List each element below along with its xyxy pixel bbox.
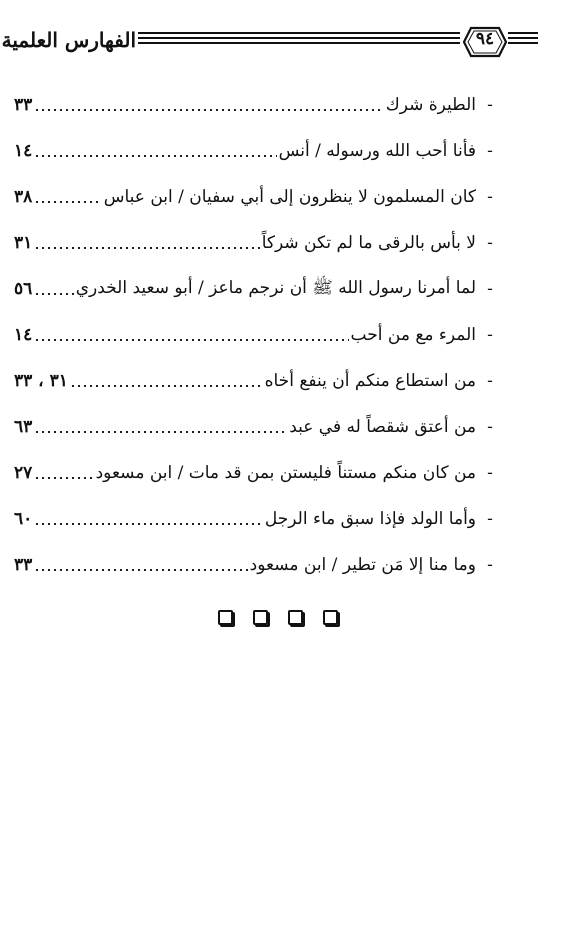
list-item: - وأما الولد فإذا سبق ماء الرجل ٦٠ xyxy=(14,509,493,529)
dot-leader xyxy=(34,477,93,479)
entry-text: من استطاع منكم أن ينفع أخاه xyxy=(264,371,476,391)
dot-leader xyxy=(34,293,73,295)
entry-text: من أعتق شقصاً له في عبد xyxy=(289,417,476,437)
entry-page: ٣٣ xyxy=(14,95,33,115)
dot-leader xyxy=(34,569,247,571)
entry-text: وما منا إلا مَن تطير / ابن مسعود xyxy=(249,555,476,575)
square-ornament-icon xyxy=(288,610,303,625)
entry-text: فأنا أحب الله ورسوله / أنس xyxy=(278,141,476,161)
entry-text: وأما الولد فإذا سبق ماء الرجل xyxy=(264,509,476,529)
dot-leader xyxy=(34,247,259,249)
entry-page: ٥٦ xyxy=(14,279,33,299)
entry-page: ٦٣ xyxy=(14,417,33,437)
dot-leader xyxy=(70,385,263,387)
entry-text: لا بأس بالرقى ما لم تكن شركاً xyxy=(261,233,476,253)
list-item: - الطيرة شرك ٣٣ xyxy=(14,95,493,115)
list-item: - كان المسلمون لا ينظرون إلى أبي سفيان / ابن عباس ٣٨ xyxy=(14,187,493,207)
entry-text: من كان منكم مستناً فليستن بمن قد مات / ابن مسعود xyxy=(95,463,476,483)
entry-text: كان المسلمون لا ينظرون إلى أبي سفيان / ابن عباس xyxy=(103,187,476,207)
dot-leader xyxy=(34,339,348,341)
square-ornament-icon xyxy=(218,610,233,625)
dot-leader xyxy=(34,201,101,203)
running-header xyxy=(1,24,538,60)
dot-leader xyxy=(34,431,287,433)
page-number: ٩٤ xyxy=(475,29,495,49)
index-list xyxy=(14,82,498,588)
entry-text: لما أمرنا رسول الله ﷺ أن نرجم ماعز / أبو سعيد الخدري xyxy=(75,277,476,298)
list-item: - المرء مع من أحب ١٤ xyxy=(14,325,493,345)
entry-page: ٣١ xyxy=(14,233,33,253)
dot-leader xyxy=(34,523,263,525)
entry-page: ٣٣ xyxy=(14,555,33,575)
square-ornament-icon xyxy=(323,610,338,625)
list-item: - من كان منكم مستناً فليستن بمن قد مات / ابن مسعود ٢٧ xyxy=(14,463,493,483)
list-item: - من أعتق شقصاً له في عبد ٦٣ xyxy=(14,417,493,437)
header-rule-short xyxy=(508,32,538,47)
list-item: - من استطاع منكم أن ينفع أخاه ٣١ ، ٣٣ xyxy=(14,371,493,391)
header-rule-long xyxy=(138,32,460,47)
header-title: الفهارس العلمية xyxy=(1,28,136,52)
list-item: - لما أمرنا رسول الله ﷺ أن نرجم ماعز / أبو سعيد الخدري ٥٦ xyxy=(14,266,498,312)
entry-page: ٦٠ xyxy=(14,509,33,529)
entry-page: ٢٧ xyxy=(14,463,33,483)
entry-page: ٣٨ xyxy=(14,187,33,207)
entry-page: ٣١ ، ٣٣ xyxy=(14,371,68,391)
list-item: - لا بأس بالرقى ما لم تكن شركاً ٣١ xyxy=(14,233,493,253)
page-number-badge xyxy=(463,24,507,60)
list-item: - فأنا أحب الله ورسوله / أنس ١٤ xyxy=(14,141,493,161)
entry-page: ١٤ xyxy=(14,325,33,345)
dot-leader xyxy=(34,109,383,111)
dot-leader xyxy=(34,155,276,157)
entry-text: الطيرة شرك xyxy=(385,95,476,115)
list-item: - وما منا إلا مَن تطير / ابن مسعود ٣٣ xyxy=(14,555,493,575)
square-ornament-icon xyxy=(253,610,268,625)
entry-text: المرء مع من أحب xyxy=(350,325,476,345)
entry-page: ١٤ xyxy=(14,141,33,161)
end-of-section-marks xyxy=(218,610,338,625)
